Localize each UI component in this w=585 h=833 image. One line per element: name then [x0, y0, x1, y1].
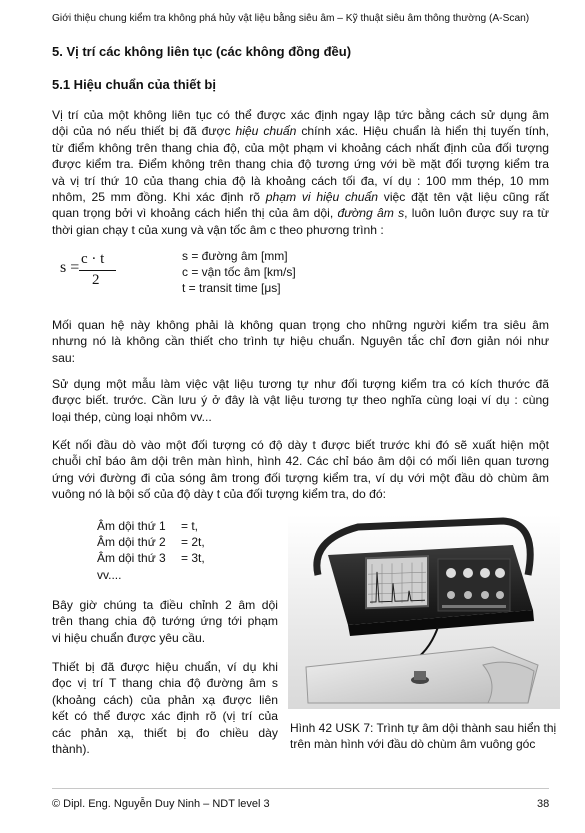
echo-item-1: Âm dội thứ 1 = t,	[97, 519, 199, 533]
paragraph-relationship	[52, 317, 549, 366]
paragraph-sample	[52, 376, 549, 425]
emphasis: đường âm s	[337, 206, 405, 221]
definition-t: t = transit time [μs]	[182, 281, 281, 296]
text-line: dội của nó nếu thiết bị đã được hiệu chuẩn chính xác. Hiệu chuẩn là hiển thị tuyến tính,	[52, 124, 550, 139]
emphasis: phạm vi hiệu chuẩn	[265, 190, 379, 205]
text-line: loại thép, cùng loại nhôm vv...	[52, 409, 212, 424]
text-line: kết có thể được xác định rõ (vị trí của	[52, 709, 278, 724]
text-line: Thiết bị đã được hiệu chuẩn, ví dụ khi	[52, 660, 278, 674]
text-line: sau:	[52, 350, 75, 365]
fraction-bar	[79, 270, 116, 271]
text-line: được kiểm tra. Điểm không trên thang chia độ tương ứng với bề mặt đối tượng kiểm tra	[52, 157, 549, 172]
usk7-instrument-photo	[288, 515, 560, 709]
page-number: 38	[537, 798, 550, 810]
text-line: nhôm, 25 mm đồng. Khi xác định rõ phạm vi hiệu chuẩn việc đặt tên vật liệu cũng rất	[52, 190, 549, 205]
text-line: vi hiệu chuẩn được yêu cầu.	[52, 630, 206, 645]
footer-divider	[52, 788, 549, 789]
running-header: Giới thiệu chung kiểm tra không phá hủy vật liệu bằng siêu âm – Kỹ thuật siêu âm thông thường (A-Scan)	[52, 13, 530, 24]
text-line: quan trọng bởi vì khoảng cách hiển thị của âm dội, đường âm s, luôn luôn được suy ra từ	[52, 206, 549, 221]
paragraph-calibration-intro	[52, 107, 549, 238]
echo-item-3: Âm dội thứ 3 = 3t,	[97, 551, 205, 566]
text-line: nhưng nó là không cần thiết cho trình tự hiệu chuẩn. Nguyên tắc chỉ đơn giản nói như	[52, 334, 549, 349]
echo-list	[97, 518, 205, 583]
paragraph-adjust	[52, 597, 278, 646]
paragraph-echo-chain	[52, 437, 549, 503]
path-formula	[60, 251, 120, 291]
paragraph-calibrated	[52, 659, 278, 757]
text-line: thời gian chạy t của xung và vận tốc âm c theo phương trình :	[52, 222, 384, 237]
text-line: Sử dụng một mẫu làm việc vật liệu tương tự như đối tượng kiểm tra có kích thước đã	[52, 377, 549, 391]
formula-lhs: s =	[60, 259, 80, 276]
text-line: từ điểm không trên thang chia độ, của một phạm vi khoảng cách nhất định của đối tượng	[52, 140, 549, 155]
definition-s: s = đường âm [mm]	[182, 249, 288, 263]
text-line: Kết nối đầu dò vào một đối tượng có độ dày t được biết trước khi đó sẽ xuất hiện một	[52, 438, 549, 452]
section-title: 5. Vị trí các không liên tục (các không đồng đều)	[52, 44, 352, 59]
text-line: Bây giờ chúng ta điều chỉnh 2 âm dội	[52, 598, 278, 612]
text-line: vuông nó là bội số của độ dày t của đối tượng kiểm tra, do đó:	[52, 487, 386, 502]
text-line: trên thang chia độ tướng ứng tới phạm	[52, 614, 278, 629]
text-line: thành).	[52, 742, 90, 757]
formula-numerator: c · t	[81, 251, 105, 267]
text-line: các phản xạ, thiết bị đo chiều dày	[52, 725, 278, 740]
text-line: đọc vị trí T thang chia độ đường âm s	[52, 676, 278, 691]
text-line: (khoảng cách) của phản xạ được liên	[52, 692, 278, 707]
footer-author: © Dipl. Eng. Nguyễn Duy Ninh – NDT level 3	[52, 798, 270, 810]
emphasis: hiệu chuẩn	[235, 124, 297, 139]
text-line: Vị trí của một không liên tục có thể được xác định ngay lập tức bằng cách sử dụng âm	[52, 108, 549, 122]
figure-caption: Hình 42 USK 7: Trình tự âm dội thành sau hiển thị trên màn hình với đầu dò chùm âm vuông góc	[290, 721, 557, 752]
text-line: được biết. trước. Cần lưu ý ở đây là vật liệu tương tự theo nghĩa cùng loại ví dụ : cùng	[52, 393, 549, 408]
text-line: chuỗi chỉ báo âm dội trên màn hình, hình 42. Các chỉ báo âm dội có mối liên quan tương	[52, 454, 549, 469]
echo-item-2: Âm dội thứ 2 = 2t,	[97, 535, 205, 550]
text-line: Mối quan hệ này không phải là không quan trọng cho những người kiểm tra siêu âm	[52, 318, 549, 332]
subsection-title: 5.1 Hiệu chuẩn của thiết bị	[52, 77, 216, 92]
definition-c: c = vận tốc âm [km/s]	[182, 265, 296, 280]
text-line: và vị trí thứ 10 của thang chia độ là khoảng cách tối đa, ví dụ : 100 mm thép, 10 mm	[52, 173, 549, 188]
formula-denominator: 2	[92, 272, 100, 288]
echo-item-etc: vv....	[97, 567, 122, 582]
text-line: ứng với đường đi của sóng âm trong đối tượng kiểm tra, ví dụ với một đầu dò chùm âm	[52, 470, 549, 485]
formula-definitions	[182, 248, 296, 297]
